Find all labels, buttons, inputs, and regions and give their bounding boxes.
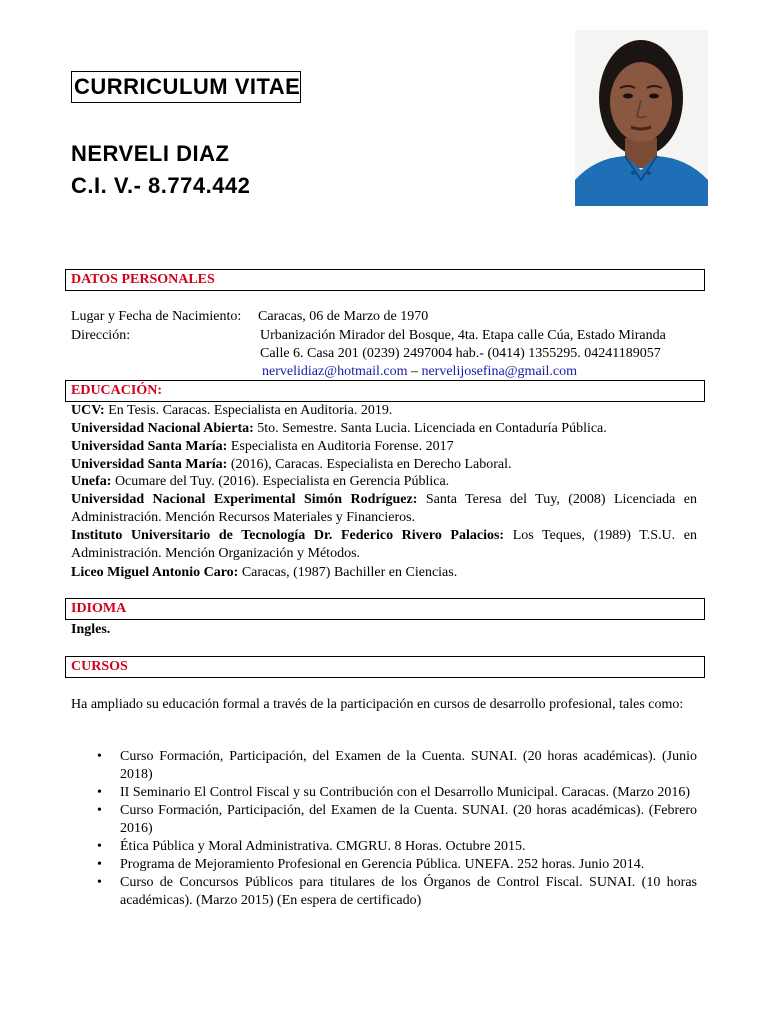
bullet-icon: • [97, 839, 102, 854]
bullet-icon: • [97, 749, 102, 764]
bullet-icon: • [97, 875, 102, 890]
section-education: EDUCACIÓN: [65, 380, 705, 402]
course-text: II Seminario El Control Fiscal y su Contribución con el Desarrollo Municipal. Caracas. (Marzo 2016) [120, 785, 690, 800]
person-name: NERVELI DIAZ [71, 141, 230, 166]
address-line-1: Urbanización Mirador del Bosque, 4ta. Etapa calle Cúa, Estado Miranda [260, 328, 666, 343]
education-institution: Instituto Universitario de Tecnología Dr. Federico Rivero Palacios: [71, 528, 505, 543]
education-detail: Caracas, (1987) Bachiller en Ciencias. [238, 565, 458, 580]
education-institution: UCV: [71, 403, 105, 418]
course-item [71, 874, 697, 910]
education-detail: Santa Teresa del Tuy, (2008) Licenciada en Administración. Mención Recursos Materiales y Financieros. [71, 492, 697, 525]
education-item [71, 473, 697, 491]
education-item [71, 456, 697, 474]
document-title: CURRICULUM VITAE [71, 71, 301, 103]
bullet-icon: • [97, 785, 102, 800]
email-link-1[interactable]: nervelidiaz@hotmail.com [262, 364, 408, 379]
profile-photo [575, 30, 708, 206]
education-item [71, 438, 697, 456]
education-institution: Liceo Miguel Antonio Caro: [71, 565, 239, 580]
courses-intro: Ha ampliado su educación formal a través de la participación en cursos de desarrollo profesional, tales como: [71, 697, 684, 712]
course-text: Ética Pública y Moral Administrativa. CMGRU. 8 Horas. Octubre 2015. [120, 839, 526, 854]
education-detail: Especialista en Auditoria Forense. 2017 [227, 439, 454, 454]
email-link-2[interactable]: nervelijosefina@gmail.com [421, 364, 578, 379]
course-item [71, 838, 697, 856]
education-institution: Universidad Santa María: [71, 439, 228, 454]
education-detail: (2016), Caracas. Especialista en Derecho Laboral. [227, 457, 512, 472]
birth-label: Lugar y Fecha de Nacimiento: [71, 309, 242, 324]
course-text: Curso Formación, Participación, del Examen de la Cuenta. SUNAI. (20 horas académicas). (Febrero 2016) [120, 803, 697, 836]
course-item [71, 856, 697, 874]
course-text: Curso de Concursos Públicos para titulares de los Órganos de Control Fiscal. SUNAI. (10 horas académicas). (Marzo 2015) (En espera de certificado) [120, 875, 697, 908]
education-detail: En Tesis. Caracas. Especialista en Auditoria. 2019. [104, 403, 393, 418]
education-item [71, 564, 697, 582]
address-line-2: Calle 6. Casa 201 (0239) 2497004 hab.- (0414) 1355295. 04241189057 [260, 346, 661, 361]
address-label: Dirección: [71, 328, 131, 343]
education-item [71, 491, 697, 527]
bullet-icon: • [97, 857, 102, 872]
section-language: IDIOMA [65, 598, 705, 620]
bullet-icon: • [97, 803, 102, 818]
email-separator: – [407, 364, 422, 379]
courses-list [71, 748, 697, 910]
birth-value: Caracas, 06 de Marzo de 1970 [258, 309, 429, 324]
education-institution: Universidad Nacional Abierta: [71, 421, 254, 436]
email-line [262, 363, 577, 381]
education-detail: Los Teques, (1989) T.S.U. en Administración. Mención Organización y Métodos. [71, 528, 697, 561]
portrait-image [575, 30, 708, 206]
course-item [71, 784, 697, 802]
language-value: Ingles. [71, 622, 111, 637]
education-detail: Ocumare del Tuy. (2016). Especialista en Gerencia Pública. [111, 474, 450, 489]
education-item [71, 420, 697, 438]
education-item [71, 402, 697, 420]
education-institution: Unefa: [71, 474, 112, 489]
education-item [71, 527, 697, 563]
course-item [71, 748, 697, 784]
education-detail: 5to. Semestre. Santa Lucia. Licenciada en Contaduría Pública. [253, 421, 607, 436]
course-item [71, 802, 697, 838]
education-institution: Universidad Santa María: [71, 457, 228, 472]
education-institution: Universidad Nacional Experimental Simón Rodríguez: [71, 492, 418, 507]
course-text: Programa de Mejoramiento Profesional en Gerencia Pública. UNEFA. 252 horas. Junio 2014. [120, 857, 645, 872]
id-number: C.I. V.- 8.774.442 [71, 173, 251, 198]
section-courses: CURSOS [65, 656, 705, 678]
course-text: Curso Formación, Participación, del Examen de la Cuenta. SUNAI. (20 horas académicas). (Junio 2018) [120, 749, 697, 782]
section-personal-data: DATOS PERSONALES [65, 269, 705, 291]
